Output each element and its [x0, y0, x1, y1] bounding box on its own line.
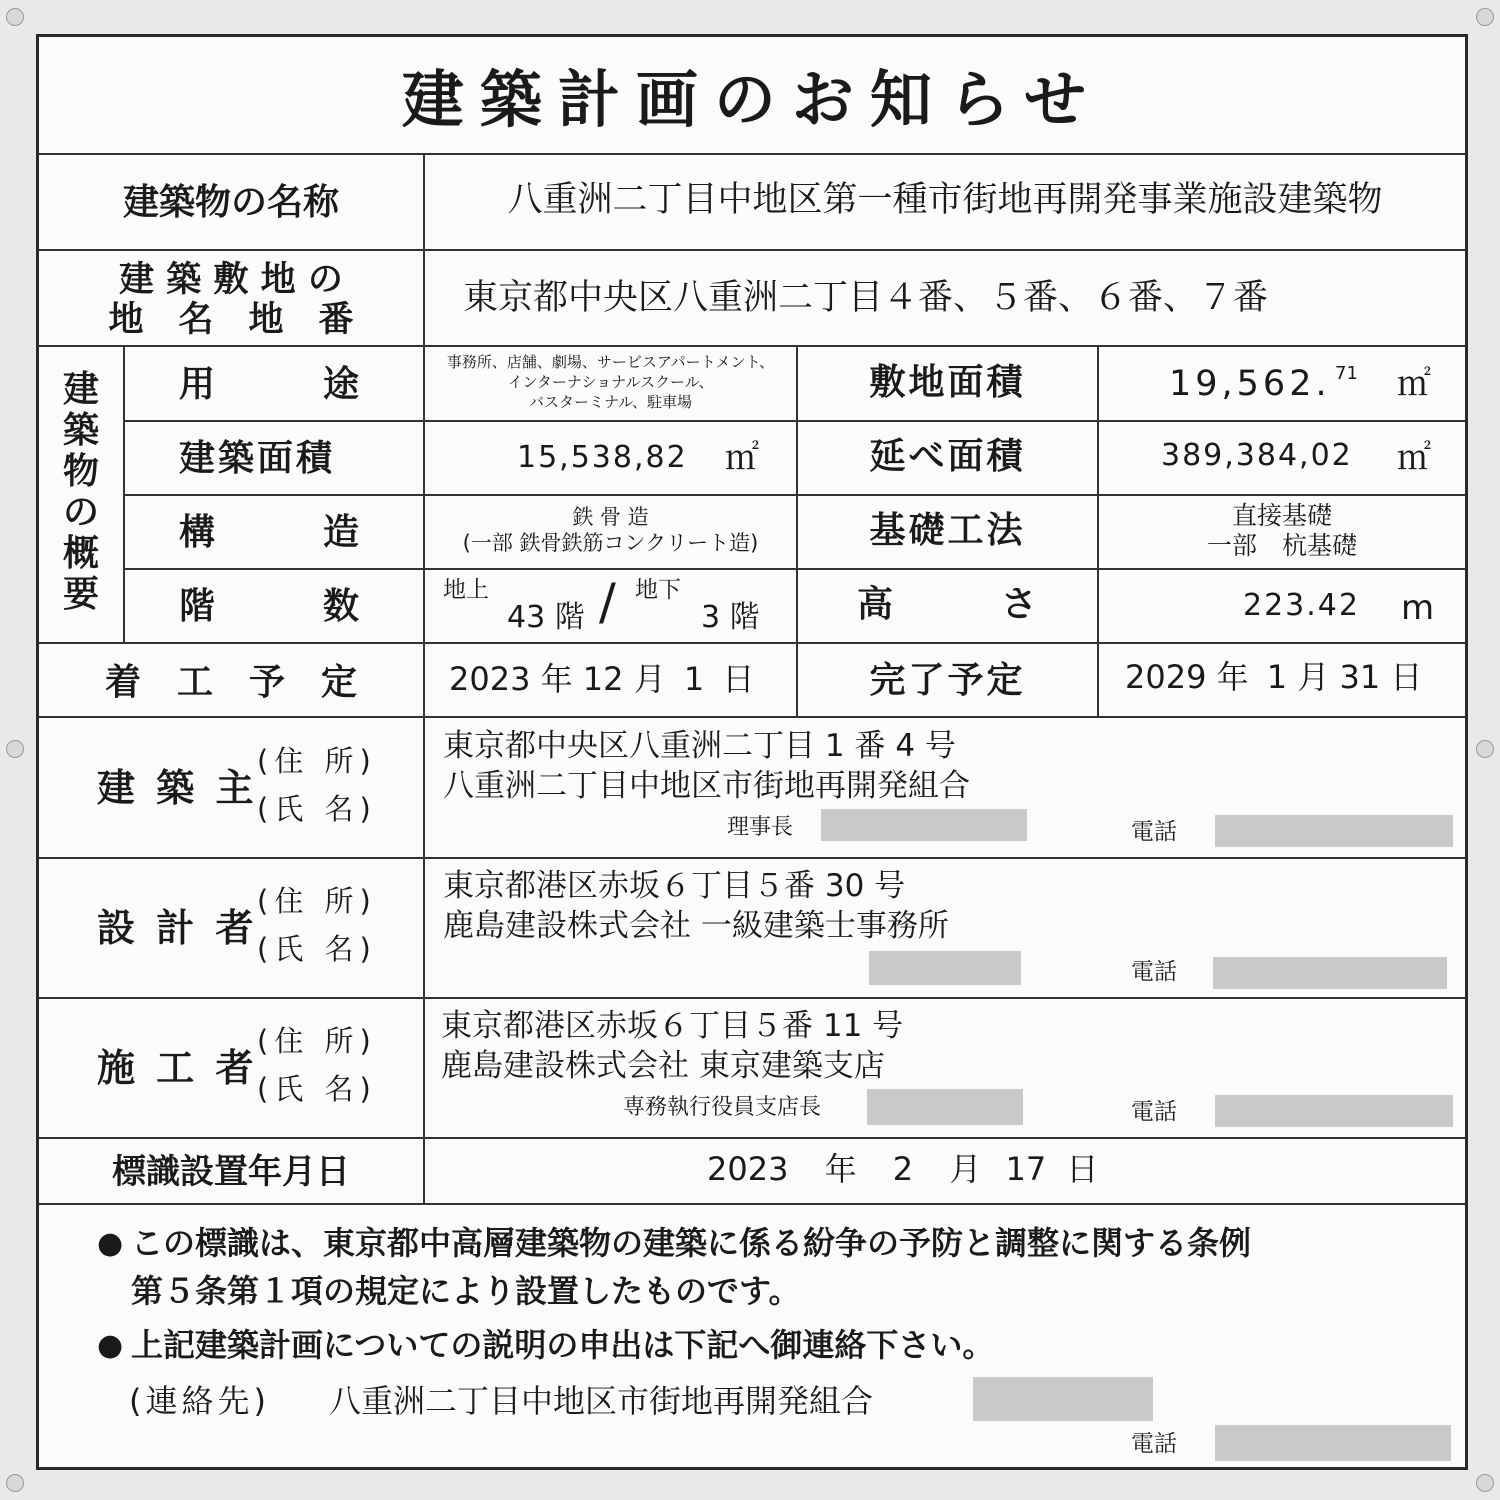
start-date [449, 660, 755, 698]
builder-phone-redaction [1215, 1095, 1453, 1127]
completion-label: 完了予定 [869, 660, 1026, 701]
foundation-label: 基礎工法 [869, 510, 1026, 551]
site-area-label: 敷地面積 [869, 362, 1026, 403]
completion-month-unit: 月 [1297, 658, 1330, 696]
posted-year-unit: 年 [824, 1150, 857, 1188]
owner-title: 理事長 [727, 815, 794, 840]
builder-address-label: (住 所) [257, 1024, 377, 1058]
start-day: 1 [683, 660, 705, 698]
rule [123, 420, 1465, 422]
screw-mid-left [6, 740, 24, 758]
designer-name-label: (氏 名) [257, 932, 377, 966]
structure-line1: 鉄 骨 造 [572, 505, 649, 529]
screw-mid-right [1476, 740, 1494, 758]
site-area-decimal: 71 [1335, 363, 1358, 384]
completion-day-unit: 日 [1390, 658, 1423, 696]
builder-name-redaction [867, 1089, 1023, 1125]
owner-phone-redaction [1215, 815, 1453, 847]
floor-area-unit: ㎡ [1397, 438, 1431, 478]
rule [39, 153, 1465, 155]
rule [39, 997, 1465, 999]
use-label: 用 途 [179, 364, 360, 405]
rule [123, 568, 1465, 570]
structure-line2: (一部 鉄骨鉄筋コンクリート造) [462, 531, 759, 555]
contact-label: (連絡先) [129, 1382, 270, 1420]
owner-address-num1: 1 [824, 728, 845, 764]
use-line1: 事務所、店舗、劇場、サービスアパートメント、 [446, 353, 775, 371]
site-area-unit: ㎡ [1397, 364, 1431, 404]
building-area-unit: ㎡ [725, 438, 759, 478]
owner-address-go: 号 [924, 728, 956, 764]
rule [39, 857, 1465, 859]
completion-day: 31 [1339, 658, 1381, 696]
floors-below-value: 3 階 [701, 600, 760, 635]
completion-month: 1 [1266, 658, 1288, 696]
owner-name-label: (氏 名) [257, 792, 377, 826]
designer-name-redaction [869, 951, 1021, 985]
sign-title: 建築計画のお知らせ [401, 63, 1103, 136]
contact-phone-label: 電話 [1131, 1431, 1177, 1457]
designer-phone-label: 電話 [1131, 959, 1177, 985]
rule [39, 642, 1465, 644]
owner-address-main: 東京都中央区八重洲二丁目 [443, 728, 815, 764]
rule [1097, 345, 1099, 716]
building-area-value: 15,538,82 [517, 440, 688, 475]
owner-address [443, 728, 956, 764]
posted-year: 2023 [707, 1150, 789, 1188]
height-value: 223.42 [1243, 588, 1360, 623]
floors-below-label: 地下 [635, 577, 681, 603]
rule [423, 153, 425, 1203]
floors-label: 階 数 [179, 586, 360, 627]
foundation-line1: 直接基礎 [1231, 501, 1332, 530]
note-bullet-1: ● [97, 1226, 124, 1261]
posted-date [707, 1150, 1099, 1188]
completion-date [1125, 658, 1423, 696]
rule [39, 1137, 1465, 1139]
builder-title: 専務執行役員支店長 [623, 1095, 822, 1120]
builder-address: 東京都港区赤坂６丁目５番 11 号 [441, 1008, 904, 1044]
screw-bottom-right [1476, 1474, 1494, 1492]
rule [123, 345, 125, 642]
contact-phone-redaction [1215, 1425, 1451, 1461]
designer-address-label: (住 所) [257, 884, 377, 918]
overview-label: 建 築 物 の 概 要 [62, 369, 99, 615]
designer-address: 東京都港区赤坂６丁目５番 30 号 [443, 868, 906, 904]
builder-name: 鹿島建設株式会社 東京建築支店 [441, 1048, 885, 1084]
start-day-unit: 日 [722, 660, 755, 698]
contact-name: 八重洲二丁目中地区市街地再開発組合 [329, 1382, 874, 1420]
note-line-3: 上記建築計画についての説明の申出は下記へ御連絡下さい。 [131, 1326, 995, 1364]
name-label: 建築物の名称 [122, 182, 339, 223]
height-label: 高 さ [857, 584, 1038, 625]
owner-address-num2: 4 [895, 728, 916, 764]
name-value: 八重洲二丁目中地区第一種市街地再開発事業施設建築物 [507, 180, 1383, 220]
rule [39, 249, 1465, 251]
start-year: 2023 [449, 660, 531, 698]
floors-slash: / [599, 573, 616, 631]
completion-year-unit: 年 [1216, 658, 1249, 696]
designer-name: 鹿島建設株式会社 一級建築士事務所 [443, 908, 949, 944]
rule [123, 494, 1465, 496]
designer-label: 設 計 者 [97, 906, 258, 950]
start-year-unit: 年 [540, 660, 573, 698]
rule [39, 345, 1465, 347]
rule [39, 716, 1465, 718]
screw-bottom-left [6, 1474, 24, 1492]
site-area-value: 19,562. [1169, 364, 1331, 404]
builder-phone-label: 電話 [1131, 1099, 1177, 1125]
posted-day-unit: 日 [1066, 1150, 1099, 1188]
note-bullet-2: ● [97, 1328, 124, 1363]
floors-above-value: 43 階 [507, 600, 585, 635]
screw-top-left [6, 8, 24, 26]
foundation-line2: 一部 杭基礎 [1206, 531, 1357, 560]
notice-sign [36, 34, 1468, 1470]
posted-month: 2 [892, 1150, 914, 1188]
posted-label: 標識設置年月日 [112, 1152, 350, 1192]
screw-top-right [1476, 8, 1494, 26]
owner-name: 八重洲二丁目中地区市街地再開発組合 [443, 768, 970, 804]
owner-address-label: (住 所) [257, 744, 377, 778]
start-label: 着 工 予 定 [104, 662, 357, 703]
owner-name-redaction [821, 809, 1027, 841]
building-area-label: 建築面積 [179, 438, 336, 479]
designer-phone-redaction [1213, 957, 1447, 989]
floor-area-label: 延べ面積 [869, 436, 1026, 477]
posted-month-unit: 月 [949, 1150, 982, 1188]
rule [39, 1203, 1465, 1205]
contact-redaction [973, 1377, 1153, 1421]
owner-label: 建 築 主 [97, 766, 258, 810]
use-line3: バスターミナル、駐車場 [528, 393, 693, 411]
builder-label: 施 工 者 [97, 1046, 258, 1090]
owner-phone-label: 電話 [1131, 819, 1177, 845]
floors-above-label: 地上 [443, 577, 489, 603]
site-label-line1: 建 築 敷 地 の [119, 260, 343, 300]
owner-address-ban: 番 [854, 728, 886, 764]
structure-label: 構 造 [179, 512, 360, 553]
note-line-1: この標識は、東京都中高層建築物の建築に係る紛争の予防と調整に関する条例 [131, 1224, 1252, 1262]
use-line2: インターナショナルスクール、 [507, 373, 714, 391]
start-month: 12 [582, 660, 624, 698]
posted-day: 17 [1005, 1150, 1047, 1188]
completion-year: 2029 [1125, 658, 1207, 696]
site-label-line2: 地 名 地 番 [108, 300, 354, 340]
site-value: 東京都中央区八重洲二丁目４番、５番、６番、７番 [463, 278, 1269, 318]
floor-area-value: 389,384,02 [1161, 438, 1353, 473]
start-month-unit: 月 [633, 660, 666, 698]
builder-name-label: (氏 名) [257, 1072, 377, 1106]
note-line-2: 第５条第１項の規定により設置したものです。 [131, 1272, 801, 1310]
height-unit: m [1401, 588, 1435, 628]
